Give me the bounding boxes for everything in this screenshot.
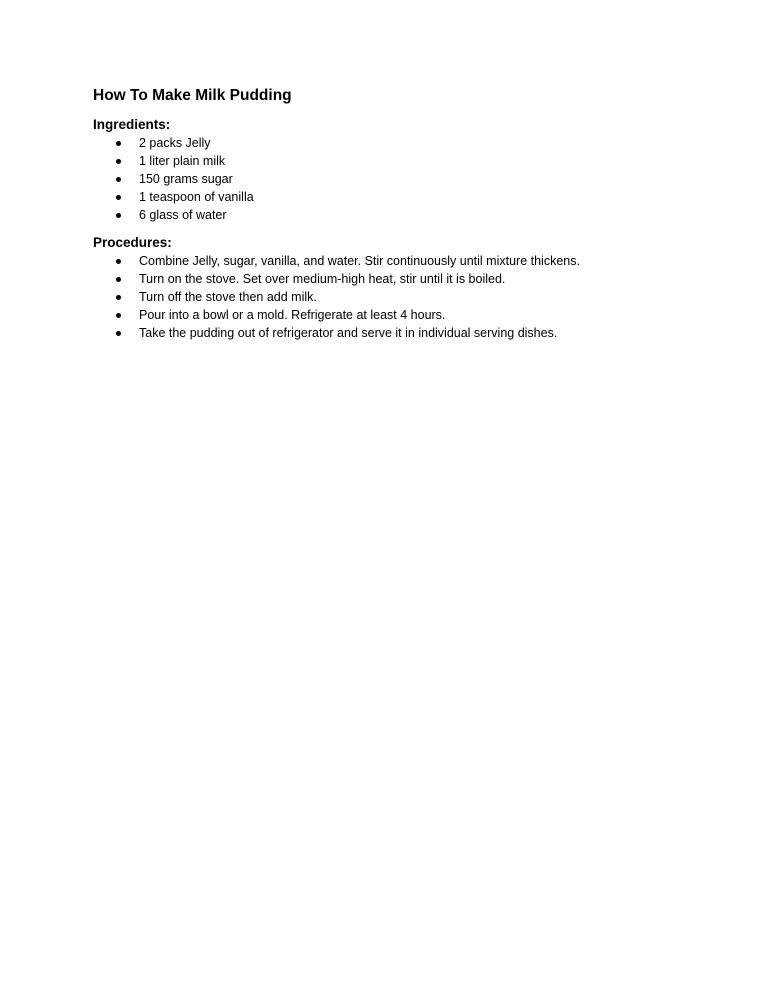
bullet-icon bbox=[116, 259, 121, 264]
bullet-icon bbox=[116, 159, 121, 164]
bullet-icon bbox=[116, 295, 121, 300]
bullet-icon bbox=[116, 177, 121, 182]
bullet-icon bbox=[116, 313, 121, 318]
procedure-text: Take the pudding out of refrigerator and serve it in individual serving dishes. bbox=[139, 326, 558, 340]
procedure-item bbox=[93, 270, 713, 288]
ingredient-item bbox=[93, 188, 713, 206]
ingredient-item bbox=[93, 134, 713, 152]
procedures-heading: Procedures: bbox=[93, 235, 172, 250]
procedure-item bbox=[93, 324, 713, 342]
ingredient-text: 6 glass of water bbox=[139, 208, 227, 222]
ingredients-heading: Ingredients: bbox=[93, 117, 171, 132]
ingredient-text: 150 grams sugar bbox=[139, 172, 233, 186]
ingredient-item bbox=[93, 206, 713, 224]
ingredient-text: 1 liter plain milk bbox=[139, 154, 226, 168]
procedure-item bbox=[93, 288, 713, 306]
bullet-icon bbox=[116, 213, 121, 218]
procedure-text: Turn on the stove. Set over medium-high heat, stir until it is boiled. bbox=[139, 272, 506, 286]
bullet-icon bbox=[116, 277, 121, 282]
procedure-text: Turn off the stove then add milk. bbox=[139, 290, 317, 304]
document-title: How To Make Milk Pudding bbox=[93, 87, 292, 104]
ingredient-text: 2 packs Jelly bbox=[139, 136, 211, 150]
ingredient-item bbox=[93, 170, 713, 188]
procedure-text: Combine Jelly, sugar, vanilla, and water. Stir continuously until mixture thickens. bbox=[139, 254, 580, 268]
procedure-text: Pour into a bowl or a mold. Refrigerate at least 4 hours. bbox=[139, 308, 446, 322]
procedure-item bbox=[93, 306, 713, 324]
ingredients-list bbox=[93, 134, 713, 224]
procedure-item bbox=[93, 252, 713, 270]
ingredient-item bbox=[93, 152, 713, 170]
ingredient-text: 1 teaspoon of vanilla bbox=[139, 190, 254, 204]
bullet-icon bbox=[116, 331, 121, 336]
bullet-icon bbox=[116, 141, 121, 146]
document-body bbox=[93, 86, 713, 342]
bullet-icon bbox=[116, 195, 121, 200]
procedures-list bbox=[93, 252, 713, 342]
